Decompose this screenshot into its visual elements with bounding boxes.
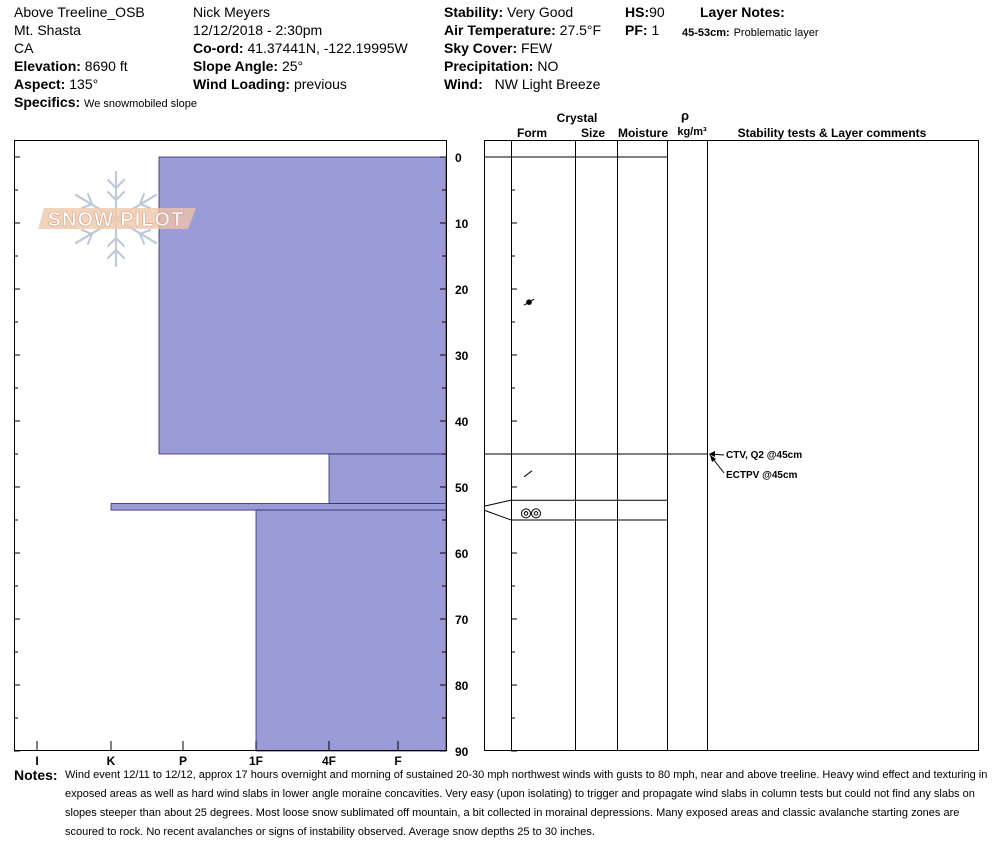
crystal-header: Crystal	[556, 111, 598, 125]
notes-label: Notes:	[14, 767, 58, 783]
notes-section	[14, 766, 989, 838]
observer-name: Nick Meyers	[193, 4, 271, 20]
form-symbol-decomposing	[524, 471, 532, 477]
wind-label: Wind:	[444, 76, 483, 92]
stability-test-arrows	[709, 451, 724, 473]
specifics-label: Specifics:	[14, 94, 81, 110]
depth-label-70: 70	[455, 613, 469, 627]
depth-label-50: 50	[455, 481, 469, 495]
hardness-layers	[111, 157, 446, 751]
elevation-label: Elevation:	[14, 58, 81, 74]
depth-label-40: 40	[455, 415, 469, 429]
hardness-label-k: K	[106, 754, 116, 765]
air-temp-value: 27.5°F	[559, 22, 602, 38]
depth-label-30: 30	[455, 349, 469, 363]
rho-header: ρ	[680, 108, 690, 123]
layer-table-columns	[512, 140, 708, 751]
hardness-label-1f: 1F	[248, 754, 264, 765]
size-header: Size	[580, 126, 606, 140]
air-temp-label: Air Temperature:	[444, 22, 556, 38]
elevation-value: 8690 ft	[84, 58, 128, 74]
hardness-layer-1	[159, 157, 446, 454]
layer-note-text: Problematic layer	[733, 27, 819, 39]
layer-table-body	[484, 157, 802, 520]
logo-text: SNOW PILOT	[47, 209, 185, 231]
aspect-label: Aspect:	[14, 76, 66, 92]
melt-freeze-core-right	[534, 512, 538, 516]
depth-label-10: 10	[455, 217, 469, 231]
melt-freeze-ring-left	[522, 509, 531, 518]
layer-note-range: 45-53cm:	[682, 27, 730, 39]
stability-arrowhead-1	[709, 451, 715, 457]
layer-notes-title: Layer Notes:	[700, 4, 785, 20]
stability-header: Stability tests & Layer comments	[737, 126, 927, 140]
specifics-value: We snowmobiled slope	[84, 98, 197, 110]
depth-label-60: 60	[455, 547, 469, 561]
hardness-label-4f: 4F	[321, 754, 337, 765]
pf-value: 1	[651, 22, 660, 38]
boundary-connector-top	[484, 500, 511, 506]
hardness-layer-4	[256, 510, 446, 751]
observation-datetime: 12/12/2018 - 2:30pm	[193, 22, 323, 38]
location-name: Above Treeline_OSB	[14, 4, 145, 20]
melt-freeze-ring-right	[532, 509, 541, 518]
hardness-label-i: I	[35, 754, 39, 765]
melt-freeze-core-left	[524, 512, 528, 516]
depth-label-20: 20	[455, 283, 469, 297]
coord-label: Co-ord:	[193, 40, 244, 56]
state-name: CA	[14, 40, 34, 56]
pf-label: PF:	[625, 22, 648, 38]
coord-value: 41.37441N, -122.19995W	[247, 40, 408, 56]
depth-label-90: 90	[455, 745, 469, 759]
aspect-value: 135°	[69, 76, 99, 92]
wind-value: NW Light Breeze	[494, 76, 601, 92]
hardness-label-f: F	[394, 754, 402, 765]
area-name: Mt. Shasta	[14, 22, 81, 38]
layer-table-frame	[485, 141, 979, 751]
sky-value: FEW	[521, 40, 553, 56]
hardness-label-p: P	[178, 754, 188, 765]
form-symbol-melt-freeze	[522, 509, 541, 518]
stability-label: Stability:	[444, 4, 504, 20]
wind-loading-label: Wind Loading:	[193, 76, 291, 92]
hardness-layer-2	[329, 454, 446, 504]
depth-label-0: 0	[455, 151, 462, 165]
hardness-layer-3	[111, 504, 446, 511]
wind-loading-value: previous	[293, 76, 347, 92]
precip-value: NO	[537, 58, 559, 74]
notes-text: Wind event 12/11 to 12/12, approx 17 hours overnight and morning of sustained 20-30 mph northwest winds with gusts to 80 mph, near and above treeline. Heavy wind effect and texturing in exposed areas as well as hard wind slabs in lower angle moraine concavities. Very easy (upon isolating) to trigger and propagate wind slabs in column tests but could not find any slabs on slopes steeper than about 25 degrees. Most loose snow sublimated off mountain, a bit collected in morainal depressions. Many exposed areas and classic avalanche starting zones are scoured to rock. No recent avalanches or signs of instability observed. Average snow depths 25 to 30 inches.	[65, 769, 988, 838]
moisture-header: Moisture	[617, 126, 669, 140]
sky-label: Sky Cover:	[444, 40, 518, 56]
slope-value: 25°	[281, 58, 304, 74]
form-header: Form	[517, 126, 547, 140]
precip-label: Precipitation:	[444, 58, 534, 74]
stability-test-label-1: CTV, Q2 @45cm	[726, 450, 803, 461]
boundary-connector-bottom	[484, 510, 511, 520]
density-unit-header: kg/m³	[677, 126, 707, 138]
hs-label: HS:	[625, 4, 650, 20]
depth-label-80: 80	[455, 679, 469, 693]
stability-value: Very Good	[507, 4, 574, 20]
hs-value: 90	[649, 4, 665, 20]
slope-label: Slope Angle:	[193, 58, 279, 74]
stability-test-label-2: ECTPV @45cm	[726, 470, 798, 481]
